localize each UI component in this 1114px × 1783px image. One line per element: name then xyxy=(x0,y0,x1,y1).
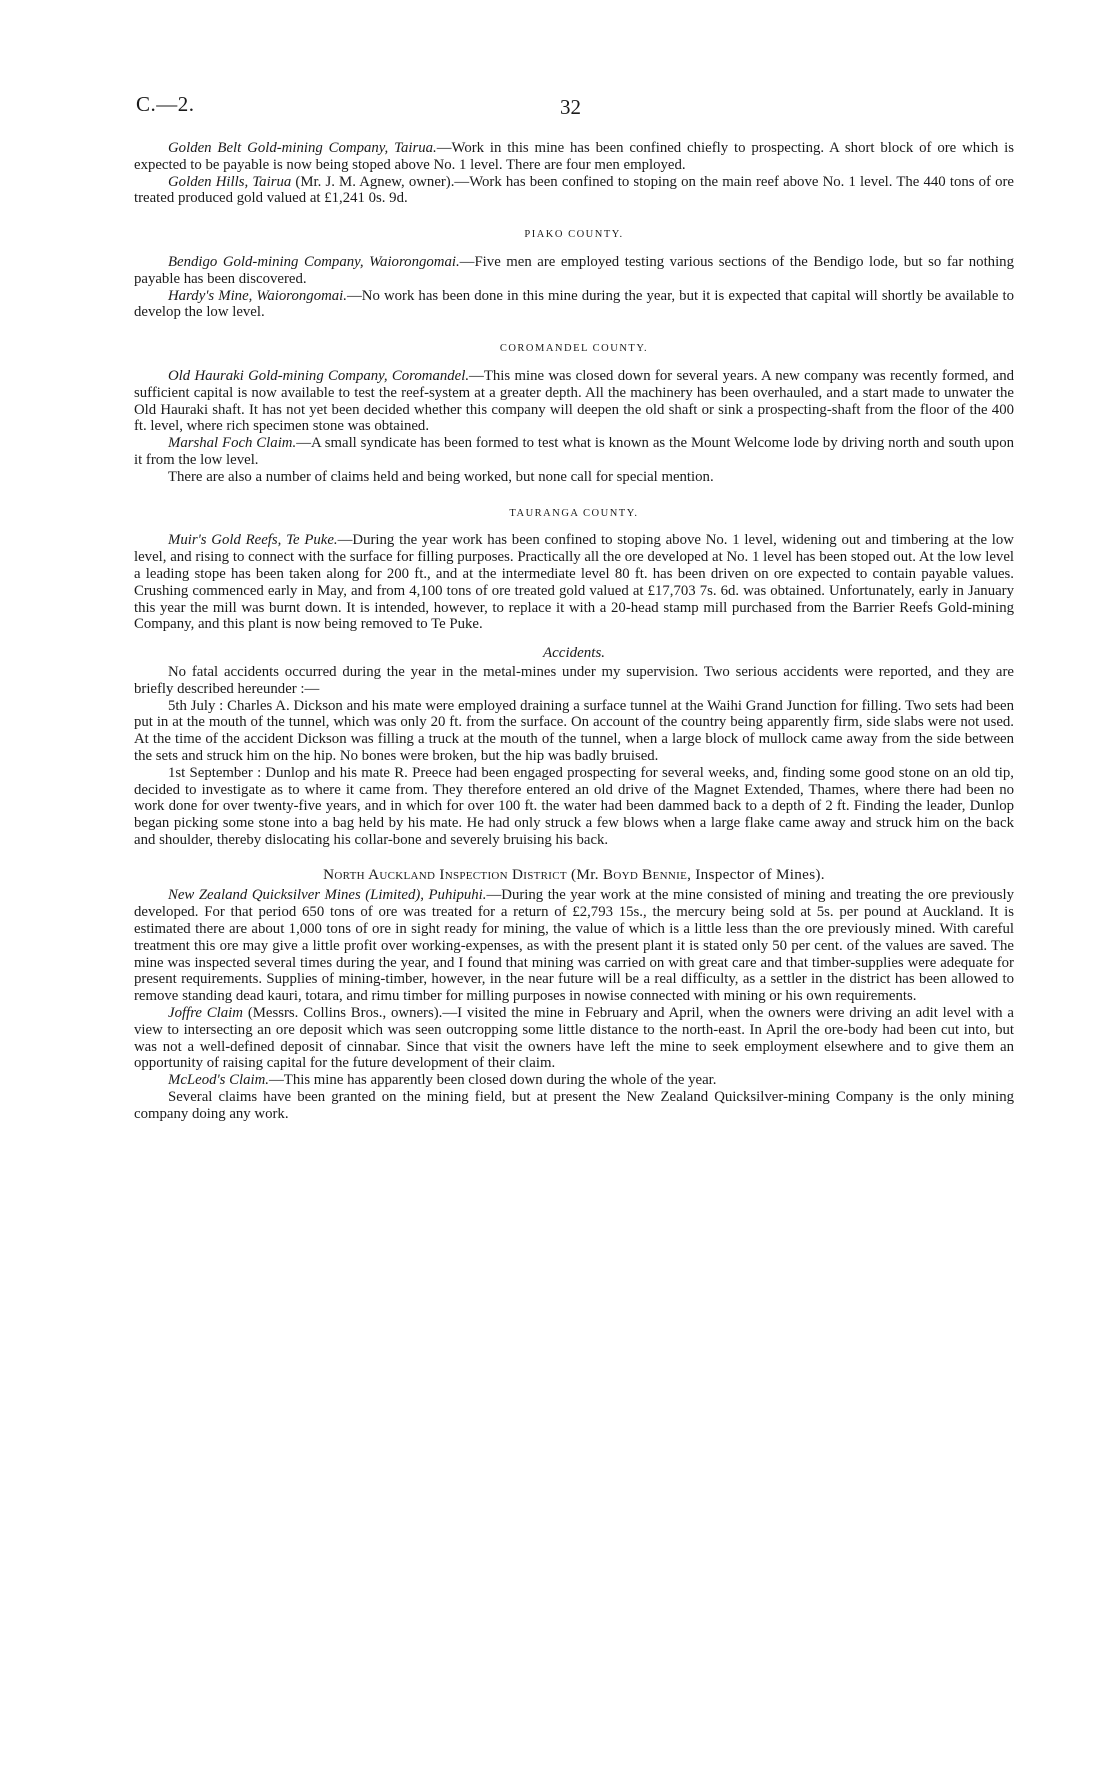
paragraph-other-claims xyxy=(134,469,1014,486)
paragraph-muirs-gold-reefs xyxy=(134,532,1014,633)
mine-title: New Zealand Quicksilver Mines (Limited), Puhipuhi. xyxy=(168,887,487,904)
paragraph-accident-dunlop: 1st September : Dunlop and his mate R. Preece had been engaged prospecting for several weeks, and, finding some good stone on an old tip, decided to investigate as to where it came from. They therefore entered an old drive of the Magnet Extended, Thames, where there had been no work done for over twenty-five years, and in which for over 100 ft. the water had been dammed back to a depth of 2 ft. Finding the leader, Dunlop began picking some stone into a bag held by his mate. He had only struck a few blows when a large flake came away and struck him on the back and shoulder, thereby dislocating his collar-bone and severely bruising his back. xyxy=(134,764,1014,848)
page-body xyxy=(134,140,1014,1123)
section-heading-piako: PIAKO COUNTY. xyxy=(524,229,624,241)
paragraph-golden-hills xyxy=(134,174,1014,208)
paragraph-accident-dickson: 5th July : Charles A. Dickson and his mate were employed draining a surface tunnel at the Waihi Grand Junction for filling. Two sets had been put in at the mouth of the tunnel, which was only 20 ft. from the surface. On account of the country being apparently firm, side slabs were not used. At the time of the accident Dickson was filling a truck at the mouth of the tunnel, when a large block of mullock came away from the side between the sets and struck him on the hip. No bones were broken, but the hip was badly bruised. xyxy=(134,697,1014,764)
paragraph-text: —Five men are employed testing various sections of the Bendigo lode, but so far nothing payable has been discovered. xyxy=(134,253,1014,287)
mine-title: Muir's Gold Reefs, Te Puke. xyxy=(168,532,338,549)
mine-title: Golden Hills, Tairua xyxy=(168,173,292,190)
paragraph-text: Several claims have been granted on the mining field, but at present the New Zealand Quicksilver-mining Company is the only mining company doing any work. xyxy=(134,1089,1014,1122)
section-heading-coromandel: COROMANDEL COUNTY. xyxy=(499,343,649,355)
district-heading-part: (Mr. xyxy=(566,865,603,883)
paragraph-hardys-mine xyxy=(134,288,1014,322)
mine-title: Bendigo Gold-mining Company, Waiorongomai. xyxy=(168,253,460,270)
paragraph-marshal-foch xyxy=(134,435,1014,469)
parliamentary-paper-reference: C.—2. xyxy=(136,92,195,116)
mine-title: Hardy's Mine, Waiorongomai. xyxy=(168,287,347,304)
paragraph-old-hauraki xyxy=(134,368,1014,435)
accidents-heading: Accidents. xyxy=(542,645,606,662)
mine-title: Golden Belt Gold-mining Company, Tairua. xyxy=(168,140,437,156)
paragraph-text: (Messrs. Collins Bros., owners).—I visited the mine in February and April, when the owners were driving an adit level with a view to intersecting an ore deposit which was seen outcropping some little distance to the north-east. In April the ore-body had been cut into, but was not a well-defined deposit of cinnabar. Since that visit the owners have left the mine to seek employment elsewhere and to give them an opportunity of raising capital for the future development of their claim. xyxy=(134,1005,1014,1072)
paragraph-bendigo xyxy=(134,254,1014,288)
paragraph-text: —During the year work at the mine consisted of mining and treating the ore previously developed. For that period 650 tons of ore was treated for a return of £2,793 15s., the mercury being sold at 5s. per pound at Auckland. It is estimated there are about 1,000 tons of ore in sight ready for mining, the value of which is a little less than the ore previously mined. With careful treatment this ore may give a little profit over working-expenses, as with the present plant it is stated only 50 per cent. of the values are saved. The mine was inspected several times during the year, and I found that mining was carried on with great care and that timber-supplies were adequate for present requirements. Supplies of mining-timber, however, in the near future will be a real difficulty, as a settler in the district has been allowed to remove standing dead kauri, totara, and rimu timber for milling purposes in nowise connected with mining or his own requirements. xyxy=(134,887,1014,1005)
mine-title: Old Hauraki Gold-mining Company, Coromandel. xyxy=(168,367,470,384)
paragraph-joffre-claim xyxy=(134,1005,1014,1072)
paragraph-golden-belt xyxy=(134,140,1014,174)
district-heading xyxy=(134,867,1014,884)
mine-title: McLeod's Claim. xyxy=(168,1072,269,1089)
paragraph-text: —This mine has apparently been closed down during the whole of the year. xyxy=(269,1072,717,1089)
paragraph-text: —Work in this mine has been confined chiefly to prospecting. A short block of ore which is expected to be payable is now being stoped above No. 1 level. There are four men employed. xyxy=(134,140,1015,173)
paragraph-mcleods-claim xyxy=(134,1072,1014,1089)
paragraph-text: There are also a number of claims held and being worked, but none call for special mention. xyxy=(168,468,714,485)
mine-title: Marshal Foch Claim. xyxy=(168,435,297,452)
page-number: 32 xyxy=(560,95,581,119)
district-heading-tail: , Inspector of Mines). xyxy=(687,865,825,883)
paragraph-text: —This mine was closed down for several years. A new company was recently formed, and sufficient capital is now available to test the reef-system at a greater depth. All the machinery has been overhauled, and a start made to unwater the Old Hauraki shaft. It has not yet been decided whether this company will deepen the old shaft or sink a prospecting-shaft from the floor of the 400 ft. level, where rich specimen stone was obtained. xyxy=(134,367,1014,435)
district-name: North Auckland Inspection District xyxy=(323,865,567,883)
mine-title: Joffre Claim xyxy=(168,1005,243,1022)
inspector-name: Boyd Bennie xyxy=(602,865,688,883)
paragraph-text: —No work has been done in this mine during the year, but it is expected that capital will shortly be available to develop the low level. xyxy=(134,287,1015,321)
paragraph-quicksilver-mines xyxy=(134,887,1014,1005)
paragraph-text: (Mr. J. M. Agnew, owner).—Work has been confined to stoping on the main reef above No. 1 level. The 440 tons of ore treated produced gold valued at £1,241 0s. 9d. xyxy=(134,173,1014,207)
section-heading-tauranga: TAURANGA COUNTY. xyxy=(509,507,639,519)
paragraph-text: —During the year work has been confined to stoping above No. 1 level, widening out and timbering at the low level, and rising to connect with the surface for filling purposes. Practically all the ore developed at No. 1 level has been stoped out. At the low level a leading stope has been taken along for 200 ft., and at the intermediate level 80 ft. has been driven on ore expected to contain payable values. Crushing commenced early in May, and from 4,100 tons of ore treated gold valued at £17,703 7s. 6d. was obtained. Unfortunately, early in January this year the mill was burnt down. It is intended, however, to replace it with a 20-head stamp mill purchased from the Barrier Reefs Gold-mining Company, and this plant is now being removed to Te Puke. xyxy=(134,532,1014,633)
paragraph-accidents-intro: No fatal accidents occurred during the year in the metal-mines under my supervision. Two serious accidents were reported, and they are briefly described hereunder :— xyxy=(134,663,1014,697)
paragraph-closing xyxy=(134,1089,1014,1123)
paragraph-text: —A small syndicate has been formed to test what is known as the Mount Welcome lode by driving north and south upon it from the low level. xyxy=(134,435,1014,468)
